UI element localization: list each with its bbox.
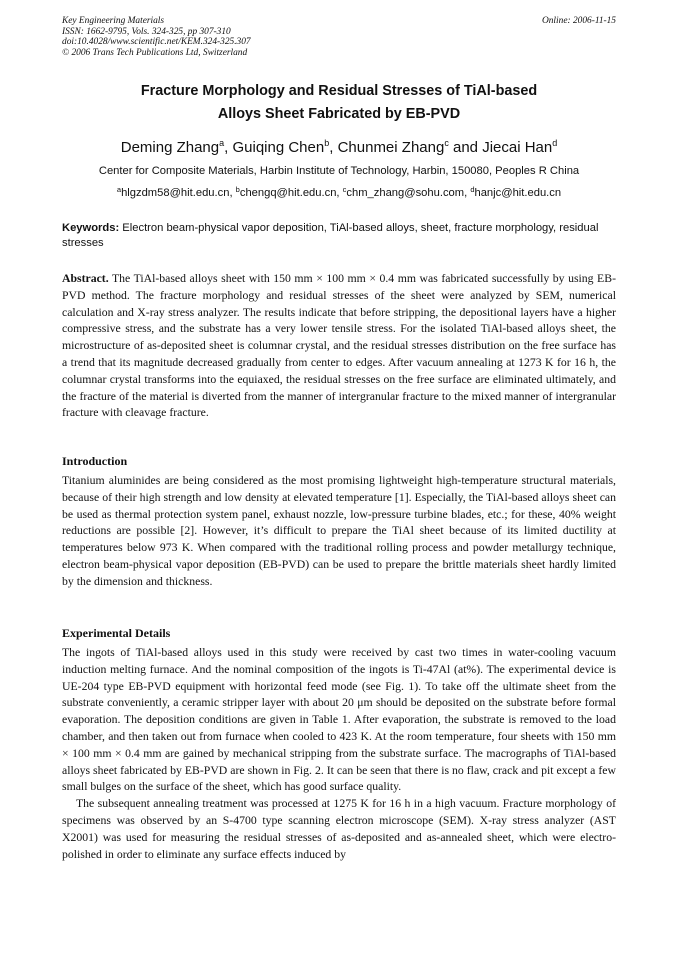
experimental-body — [62, 645, 616, 863]
keywords — [62, 221, 616, 250]
email-sup: c — [342, 185, 347, 194]
author-name: Guiqing Chen — [232, 139, 325, 156]
journal-name: Key Engineering Materials — [62, 16, 165, 26]
email-sep: , — [336, 187, 343, 199]
introduction-paragraph: Titanium aluminides are being considered as the most promising lightweight high-temperature structural materials, because of their high strength and low density at elevated temperature [1]. Especially, the TiAl-based alloys sheet can be used as thermal protection system panel, exhaust nozzle, low-pressure turbine blades, etc.; for these, 40% weight reductions are possible [2]. However, it’s difficult to prepare the TiAl sheet because of its limited ductility at temperatures below 973 K. When compared with the traditional rolling process and powder metallurgy technique, electron beam-physical vapor deposition (EB-PVD) can be used to prepare the brittle materials sheet hardly limited by the dimension and thickness. — [62, 474, 616, 588]
author-sup: d — [552, 138, 558, 148]
author-sup: a — [219, 138, 225, 148]
email-sep: , — [229, 187, 236, 199]
keywords-label: Keywords: — [62, 222, 120, 234]
experimental-paragraph-1: The ingots of TiAl-based alloys used in this study were received by cast two times in water-cooling vacuum induction melting furnace. And the nominal composition of the ingots is Ti-47Al (at%). The experimental device is UE-204 type EB-PVD equipment with horizontal feed mode (see Fig. 1). To take off the ultimate sheet from the substrate conveniently, a ceramic stripper layer with about 20 μm should be deposited on the substrate before formal evaporation. The deposition conditions are given in Table 1. After evaporation, the substrate is removed to the load chamber, and then taken out from furnace when cooled to 423 K. At the room temperature, four sheets with 150 mm × 100 mm × 0.4 mm are gained by mechanical stripping from the substrate surface. The macrographs of TiAl-based alloys sheet fabricated by EB-PVD are shown in Fig. 2. It can be seen that there is no flaw, crack and pit except a few small bulges on the surface of the sheet, which has good surface quality. — [62, 646, 616, 794]
author-sep: , — [329, 139, 338, 156]
author-name: Jiecai Han — [482, 139, 553, 156]
abstract-text: The TiAl-based alloys sheet with 150 mm × 100 mm × 0.4 mm was fabricated successfully by using EB-PVD method. The fracture morphology and residual stresses of the sheet were analyzed by SEM, numerical calculation and X-ray stress analyzer. The results indicate that before stripping, the depositional layers have a higher compressive stress, and the substrate has a very lower tensile stress. For the isolated TiAl-based alloys sheet, the microstructure of as-deposited sheet is columnar crystal, and the residual stresses distribution on the free surface has a trend that its magnitude decreased gradually from center to edges. After vacuum annealing at 1273 K for 16 h, the columnar crystal transforms into the equiaxed, the residual stresses on the free surface are eliminated ultimately, and the fracture of the material is diverted from the manner of intergranular fracture to the mixed manner of intergranular fracture with cleavage fracture. — [62, 272, 616, 420]
author-sup: c — [444, 138, 449, 148]
title-line-2: Alloys Sheet Fabricated by EB-PVD — [217, 106, 461, 122]
introduction-heading: Introduction — [62, 454, 128, 468]
journal-issn: ISSN: 1662-9795, Vols. 324-325, pp 307-310 — [62, 26, 231, 37]
author-sep: , — [224, 139, 233, 156]
author-sup: b — [324, 138, 330, 148]
author-list — [62, 138, 616, 158]
email-address: hlgzdm58@hit.edu.cn — [121, 187, 230, 199]
email-sup: a — [116, 185, 122, 194]
title-line-1: Fracture Morphology and Residual Stresses of TiAl-based — [140, 83, 538, 99]
author-sep: and — [448, 139, 483, 156]
email-address: chm_zhang@sohu.com — [346, 187, 465, 199]
email-address: hanjc@hit.edu.cn — [474, 187, 562, 199]
experimental-paragraph-2: The subsequent annealing treatment was processed at 1275 K for 16 h in a high vacuum. Fracture morphology of specimens was observed by an S-4700 type scanning electron microscope (SEM). X-ray stress analyzer (AST X2001) was used for measuring the residual stresses of as-deposited and as-annealed sheet, which were electro-polished in order to eliminate any surface effects induced by — [62, 797, 616, 861]
email-list — [62, 186, 616, 200]
email-sep: , — [464, 187, 471, 199]
online-date: Online: 2006-11-15 — [541, 16, 616, 26]
affiliation: Center for Composite Materials, Harbin Institute of Technology, Harbin, 150080, Peoples R China — [98, 165, 580, 177]
email-sup: b — [235, 185, 240, 194]
abstract-label: Abstract. — [62, 272, 109, 285]
keywords-text: Electron beam-physical vapor deposition, TiAl-based alloys, sheet, fracture morphology, residual stresses — [62, 222, 599, 249]
abstract — [62, 271, 616, 422]
introduction-body — [62, 473, 616, 591]
experimental-heading: Experimental Details — [62, 626, 171, 640]
email-address: chengq@hit.edu.cn — [239, 187, 337, 199]
email-sup: d — [470, 185, 475, 194]
author-name: Deming Zhang — [120, 139, 220, 156]
journal-header — [62, 16, 616, 58]
journal-doi: doi:10.4028/www.scientific.net/KEM.324-325.307 — [62, 37, 251, 48]
journal-copyright: © 2006 Trans Tech Publications Ltd, Switzerland — [62, 47, 248, 58]
author-name: Chunmei Zhang — [337, 139, 445, 156]
paper-title — [62, 80, 616, 126]
